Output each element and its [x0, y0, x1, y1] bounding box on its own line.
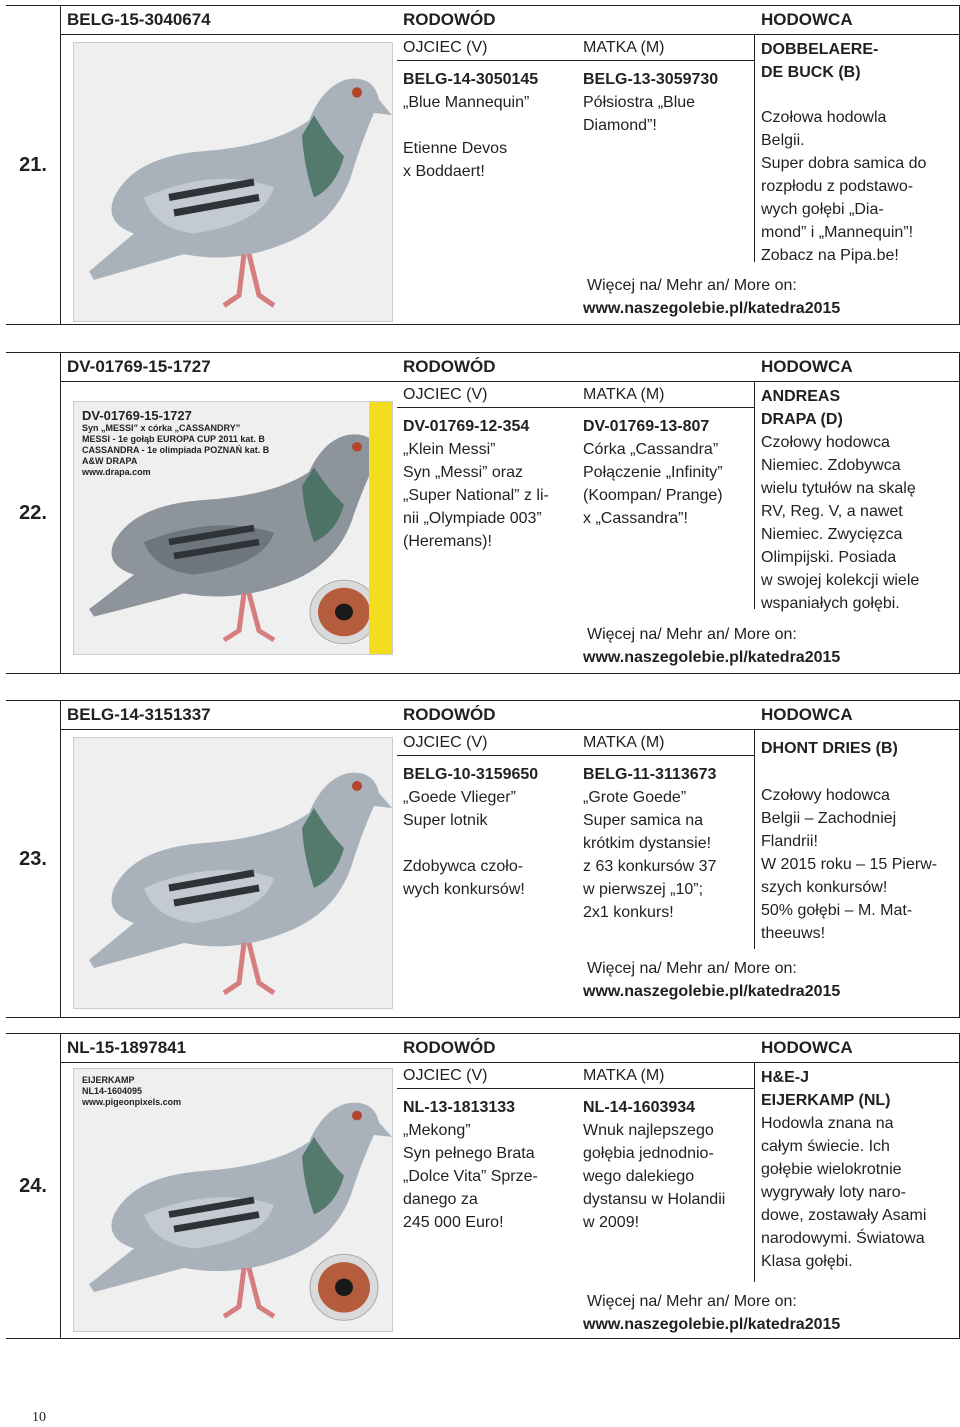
photo-caption-line: CASSANDRA - 1e olimpiada POZNAŃ kat. B: [82, 445, 270, 455]
breeder-line: w swojej kolekcji wiele: [761, 572, 920, 589]
father-ring-number: DV-01769-12-354: [403, 418, 530, 435]
breeder-line: gołębie wielokrotnie: [761, 1161, 902, 1178]
father-line: Syn pełnego Brata: [403, 1145, 535, 1162]
entry-box: [60, 352, 960, 674]
breeder-line: Klasa gołębi.: [761, 1253, 853, 1270]
entry-number: 22.: [6, 352, 60, 674]
breeder-details: [761, 385, 957, 615]
breeder-line: mond” i „Mannequin”!: [761, 224, 914, 241]
father-line: Syn „Messi” oraz: [403, 464, 524, 481]
entry-number: 23.: [6, 700, 60, 1018]
column-divider: [754, 381, 755, 609]
father-line: „Dolce Vita” Sprze-: [403, 1168, 538, 1185]
mother-ring-number: NL-14-1603934: [583, 1099, 696, 1116]
pigeon-illustration: [74, 1069, 392, 1331]
photo-caption-line: DV-01769-15-1727: [82, 408, 192, 423]
mother-line: Półsiostra „Blue: [583, 94, 696, 111]
mother-heading: MATKA (M): [583, 39, 665, 56]
pedigree-entry: [6, 1033, 960, 1339]
pigeon-ring-number: DV-01769-15-1727: [67, 357, 211, 376]
entry-header-row: [61, 701, 959, 730]
breeder-line: W 2015 roku – 15 Pierw-: [761, 856, 938, 873]
mother-line: x „Cassandra”!: [583, 510, 688, 527]
mother-line: 2x1 konkurs!: [583, 904, 674, 921]
mother-line: Diamond”!: [583, 117, 657, 134]
parents-subheader: [397, 383, 754, 408]
pigeon-photo: [73, 42, 393, 322]
breeder-line: Belgii – Zachodniej: [761, 810, 897, 827]
breeder-name-line: DHONT DRIES (B): [761, 740, 898, 757]
mother-ring-number: BELG-11-3113673: [583, 766, 717, 783]
breeder-line: Olimpijski. Posiada: [761, 549, 897, 566]
entry-header-row: [61, 1034, 959, 1063]
father-ring-number: BELG-10-3159650: [403, 766, 539, 783]
breeder-heading: HODOWCA: [761, 705, 853, 724]
mother-line: Połączenie „Infinity”: [583, 464, 723, 481]
page-number: 10: [32, 1410, 46, 1425]
breeder-details: [761, 1066, 957, 1273]
breeder-line: Czołowa hodowla: [761, 109, 887, 126]
pigeon-illustration: [74, 43, 392, 321]
pedigree-heading: RODOWÓD: [403, 1038, 496, 1057]
mother-line: w 2009!: [583, 1214, 640, 1231]
breeder-line: Super dobra samica do: [761, 155, 927, 172]
father-line: 245 000 Euro!: [403, 1214, 504, 1231]
mother-line: Super samica na: [583, 812, 704, 829]
more-info-label: Więcej na/ Mehr an/ More on:: [587, 277, 797, 294]
photo-side-stripe: [369, 402, 392, 654]
mother-line: z 63 konkursów 37: [583, 858, 717, 875]
pigeon-ring-number: NL-15-1897841: [67, 1038, 187, 1057]
mother-heading: MATKA (M): [583, 386, 665, 403]
breeder-line: wygrywały loty naro-: [761, 1184, 906, 1201]
more-info: [583, 957, 840, 1003]
mother-line: Wnuk najlepszego: [583, 1122, 714, 1139]
father-line: Super lotnik: [403, 812, 488, 829]
breeder-name-line: DOBBELAERE-: [761, 41, 879, 58]
photo-caption: [82, 408, 312, 478]
father-details: [403, 68, 573, 183]
breeder-name-line: DRAPA (D): [761, 411, 843, 428]
breeder-name-line: H&E-J: [761, 1069, 810, 1086]
entry-box: [60, 5, 960, 325]
mother-line: gołębia jednodnio-: [583, 1145, 714, 1162]
entry-box: [60, 700, 960, 1018]
breeder-line: narodowymi. Światowa: [761, 1230, 925, 1247]
more-info: [583, 1290, 840, 1336]
photo-caption: [82, 1075, 312, 1108]
father-ring-number: BELG-14-3050145: [403, 71, 539, 88]
more-info-link[interactable]: www.naszegolebie.pl/katedra2015: [583, 983, 841, 1000]
pigeon-photo: [73, 737, 393, 1009]
father-details: [403, 415, 573, 553]
photo-caption-line: A&W DRAPA: [82, 456, 138, 466]
pigeon-eye: [352, 442, 362, 451]
more-info-link[interactable]: www.naszegolebie.pl/katedra2015: [583, 1316, 841, 1333]
breeder-line: 50% gołębi – M. Mat-: [761, 902, 913, 919]
more-info-link[interactable]: www.naszegolebie.pl/katedra2015: [583, 649, 841, 666]
father-details: [403, 763, 573, 901]
mother-ring-number: DV-01769-13-807: [583, 418, 710, 435]
pedigree-heading: RODOWÓD: [403, 10, 496, 29]
breeder-line: Czołowy hodowca: [761, 787, 890, 804]
father-line: [403, 114, 573, 137]
photo-caption-line: www.drapa.com: [82, 467, 151, 477]
father-heading: OJCIEC (V): [403, 39, 488, 56]
column-divider: [754, 1062, 755, 1282]
breeder-line: Niemiec. Zdobywca: [761, 457, 901, 474]
mother-line: Córka „Cassandra”: [583, 441, 719, 458]
father-details: [403, 1096, 573, 1234]
father-line: „Mekong”: [403, 1122, 471, 1139]
entry-header-row: [61, 353, 959, 382]
mother-ring-number: BELG-13-3059730: [583, 71, 719, 88]
breeder-line: theeuws!: [761, 925, 826, 942]
mother-line: w pierwszej „10”;: [583, 881, 704, 898]
father-line: danego za: [403, 1191, 478, 1208]
breeder-heading: HODOWCA: [761, 1038, 853, 1057]
mother-line: (Koompan/ Prange): [583, 487, 723, 504]
more-info: [583, 623, 840, 669]
pigeon-illustration: [74, 738, 392, 1008]
breeder-line: wspaniałych gołębi.: [761, 595, 900, 612]
more-info-label: Więcej na/ Mehr an/ More on:: [587, 960, 797, 977]
breeder-line: Niemiec. Zwycięzca: [761, 526, 903, 543]
father-line: „Klein Messi”: [403, 441, 496, 458]
eye-closeup: [310, 1254, 378, 1320]
breeder-name-line: ANDREAS: [761, 388, 841, 405]
entry-number: 21.: [6, 5, 60, 325]
photo-caption-line: Syn „MESSI” x córka „CASSANDRY”: [82, 423, 241, 433]
breeder-line: szych konkursów!: [761, 879, 888, 896]
mother-details: [583, 763, 753, 924]
father-line: x Boddaert!: [403, 163, 485, 180]
father-line: „Goede Vlieger”: [403, 789, 516, 806]
pigeon-photo: [73, 1068, 393, 1332]
mother-line: „Grote Goede”: [583, 789, 687, 806]
breeder-line: dowe, zostawały Asami: [761, 1207, 927, 1224]
pigeon-eye: [352, 1111, 362, 1121]
father-ring-number: NL-13-1813133: [403, 1099, 516, 1116]
column-divider: [754, 729, 755, 949]
column-divider: [754, 34, 755, 262]
pigeon-eye: [352, 87, 362, 97]
pigeon-photo: [73, 401, 393, 655]
pigeon-ring-number: BELG-14-3151337: [67, 705, 211, 724]
photo-caption-line: www.pigeonpixels.com: [82, 1097, 182, 1107]
parents-subheader: [397, 36, 754, 61]
pedigree-entry: [6, 352, 960, 674]
entry-number: 24.: [6, 1033, 60, 1339]
photo-caption-line: EIJERKAMP: [82, 1075, 135, 1085]
pedigree-entry: [6, 5, 960, 325]
father-line: [403, 832, 573, 855]
breeder-name-line: EIJERKAMP (NL): [761, 1092, 891, 1109]
mother-details: [583, 68, 753, 137]
father-line: (Heremans)!: [403, 533, 492, 550]
entry-box: [60, 1033, 960, 1339]
eye-closeup: [310, 580, 378, 643]
parents-subheader: [397, 1064, 754, 1089]
mother-line: dystansu w Holandii: [583, 1191, 726, 1208]
pedigree-entry: [6, 700, 960, 1018]
breeder-line: całym świecie. Ich: [761, 1138, 890, 1155]
more-info-label: Więcej na/ Mehr an/ More on:: [587, 626, 797, 643]
father-line: wych konkursów!: [403, 881, 525, 898]
breeder-line: Flandrii!: [761, 833, 818, 850]
father-heading: OJCIEC (V): [403, 1067, 488, 1084]
father-line: „Super National” z li-: [403, 487, 549, 504]
breeder-details: [761, 38, 957, 267]
breeder-heading: HODOWCA: [761, 357, 853, 376]
father-line: Etienne Devos: [403, 140, 508, 157]
mother-details: [583, 415, 753, 530]
mother-line: krótkim dystansie!: [583, 835, 712, 852]
entry-header-row: [61, 6, 959, 35]
breeder-line: RV, Reg. V, a nawet: [761, 503, 903, 520]
more-info: [583, 274, 840, 320]
pigeon-ring-number: BELG-15-3040674: [67, 10, 211, 29]
mother-heading: MATKA (M): [583, 734, 665, 751]
breeder-line: Belgii.: [761, 132, 805, 149]
father-line: nii „Olympiade 003”: [403, 510, 542, 527]
father-line: Zdobywca czoło-: [403, 858, 524, 875]
father-heading: OJCIEC (V): [403, 386, 488, 403]
breeder-details: [761, 737, 957, 945]
breeder-line: wych gołębi „Dia-: [761, 201, 884, 218]
breeder-line: rozpłodu z podstawo-: [761, 178, 914, 195]
pedigree-heading: RODOWÓD: [403, 357, 496, 376]
pigeon-eye: [352, 781, 362, 791]
mother-details: [583, 1096, 753, 1234]
breeder-name-line: DE BUCK (B): [761, 64, 861, 81]
breeder-line: Czołowy hodowca: [761, 434, 890, 451]
father-heading: OJCIEC (V): [403, 734, 488, 751]
mother-heading: MATKA (M): [583, 1067, 665, 1084]
breeder-heading: HODOWCA: [761, 10, 853, 29]
pedigree-heading: RODOWÓD: [403, 705, 496, 724]
father-line: „Blue Mannequin”: [403, 94, 530, 111]
more-info-label: Więcej na/ Mehr an/ More on:: [587, 1293, 797, 1310]
parents-subheader: [397, 731, 754, 756]
photo-caption-line: MESSI - 1e gołąb EUROPA CUP 2011 kat. B: [82, 434, 265, 444]
mother-line: wego dalekiego: [583, 1168, 695, 1185]
breeder-line: wielu tytułów na skalę: [761, 480, 916, 497]
more-info-link[interactable]: www.naszegolebie.pl/katedra2015: [583, 300, 841, 317]
photo-caption-line: NL14-1604095: [82, 1086, 143, 1096]
breeder-line: Zobacz na Pipa.be!: [761, 247, 899, 264]
breeder-line: Hodowla znana na: [761, 1115, 894, 1132]
